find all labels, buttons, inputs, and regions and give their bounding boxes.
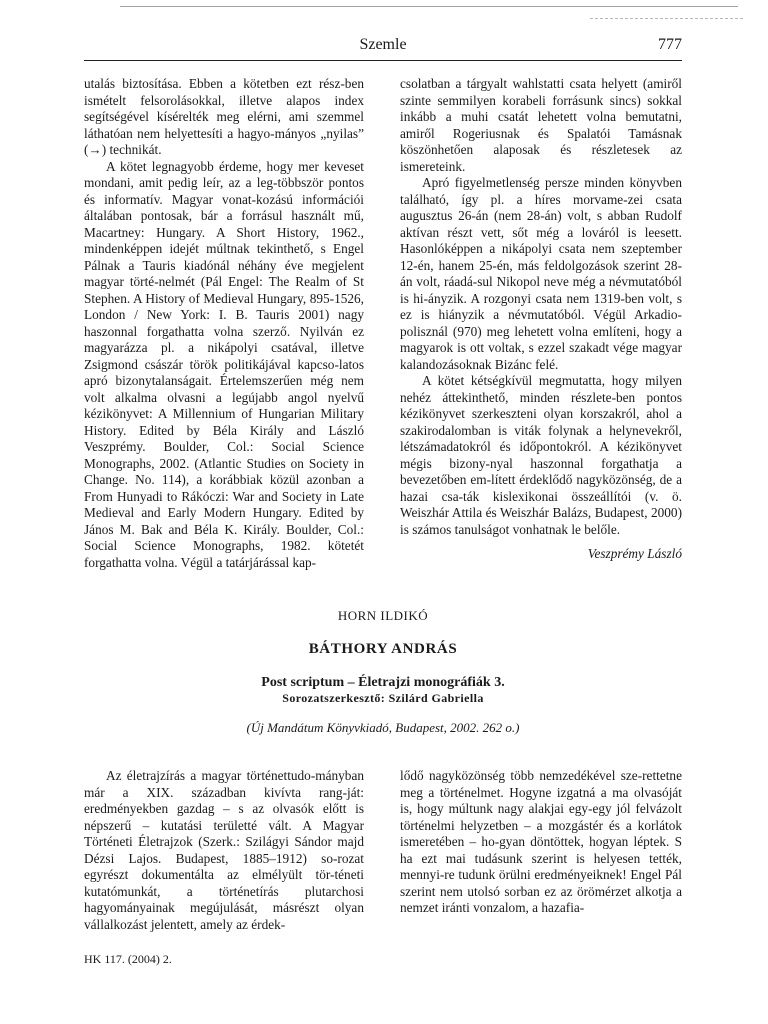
series-editor: Sorozatszerkesztő: Szilárd Gabriella <box>282 691 484 705</box>
reviewer-signature: Veszprémy László <box>587 546 682 561</box>
running-header <box>84 34 682 58</box>
page-number: 777 <box>658 36 682 53</box>
review2-column-right <box>400 768 682 917</box>
paragraph: lődő nagyközönség több nemzedékével sze-rettetne meg a történelmet. Hogyne izgatná a ma olvasóját is, hogy múltunk nagy alakjai egy-egy jól felvázolt történelmi helyzetben – a mozgástér és a korlátok ismeretében – ho-gyan döntöttek, hogyan léptek. S ha ezt mai tudásunk szerint is helyesen tették, mennyi-re tudunk örülni eredményeiknek! Engel Pál szerint nem utolsó sorban ez az örömérzet alkotja a nemzet iránti vonzalom, a hazafia- <box>400 768 682 915</box>
review1-column-left <box>84 76 364 571</box>
book-title: BÁTHORY ANDRÁS <box>308 641 458 657</box>
review1-column-right <box>400 76 682 563</box>
journal-footer: HK 117. (2004) 2. <box>84 952 172 966</box>
paragraph: A kötet legnagyobb érdeme, hogy mer keveset mondani, amit pedig leír, az a leg-többször pontos és informatív. Magyar vonat-kozású információi általában pontosak, bár a forrásul használt mű, Macartney: Hungary. A Short History, 1962., mindenképpen idejét múltnak tekinthető, s Engel Pálnak a Tauris kiadónál néhány éve megjelent magyar törté-nelmét (Pál Engel: The Realm of St Stephen. A History of Medieval Hungary, 895-1526, London / New York: I. B. Tauris 2001) nagy haszonnal forgathatta volna szerző. Nyilván ez magyarázza pl. a nikápolyi csatával, illetve Zsigmond császár török politikájával kapcso-latos apró bizonytalanságait. Értelemszerűen még nem volt alkalma olvasni a legújabb angol nyelvű kézikönyvet: A Millennium of Hungarian Military History. Edited by Béla Király and László Veszprémy. Boulder, Col.: Social Science Monographs, 2002. (Atlantic Studies on Society in Change. No. 114), a korábbiak közül azonban a From Hunyadi to Rákóczi: War and Society in Late Medieval and Early Modern Hungary. Edited by János M. Bak and Béla K. Király. Boulder, Col.: Social Science Monographs, 1982. kötetét forgathatta volna. Végül a tatárjárással kap- <box>84 158 364 570</box>
scan-artifact-dashes <box>590 18 743 19</box>
paragraph: utalás biztosítása. Ebben a kötetben ezt rész-ben ismételt felsorolásokkal, illetve alapos index segítségével kísérelték meg elérni, ami szemmel láthatóan nem helyettesíti a hagyo-mányos „nyilas” (→) technikát. <box>84 76 364 157</box>
header-rule <box>84 60 682 61</box>
publication-info: (Új Mandátum Könyvkiadó, Budapest, 2002. 262 o.) <box>246 720 520 735</box>
paragraph: Az életrajzírás a magyar történettudo-mányban már a XIX. században kivívta rang-ját: eredményekben gazdag – s az olvasók előtt is népszerű – kutatási területté vált. A Magyar Történeti Életrajzok (Szerk.: Szilágyi Sándor majd Dézsi Lajos. Budapest, 1885–1912) so-rozat egyrészt dokumentálta az elmélyült tör-téneti kutatómunkát, a történetírás plutarchosi hagyományainak megújulását, másrészt olyan vállalkozást jelentett, amely az érdek- <box>84 768 364 932</box>
paragraph: csolatban a tárgyalt wahlstatti csata helyett (amiről szinte semmilyen korabeli forrásunk sincs) sokkal inkább a muhi csatát lehetett volna bemutatni, amiről Rogeriusnak és Spalatói Tamásnak köszönhetően alaposak és részletesek az ismereteink. <box>400 76 682 174</box>
scan-artifact-line <box>120 6 738 7</box>
book-subtitle: Post scriptum – Életrajzi monográfiák 3. <box>261 675 505 690</box>
review2-column-left <box>84 768 364 933</box>
book-author: HORN ILDIKÓ <box>337 608 429 623</box>
paragraph: Apró figyelmetlenség persze minden könyvben található, így pl. a híres morvame-zei csata augusztus 26-án (nem 28-án) volt, s abban Rudolf aktívan részt vett, sőt még a lováról is leesett. Hasonlóképpen a nikápolyi csata nem szeptember 12-én, hanem 25-én, más feldolgozások szerint 28-án volt, ráadá-sul Nikopol neve még a névmutatóból is hi-ányzik. A rozgonyi csata nem 1319-ben volt, s ez is hiányzik a névmutatóból. Végül Arkadio-polisznál (970) meg lehetett volna említeni, hogy a magyarok is ott voltak, s ezzel szakadt vége magyar kalandozásoknak Bizánc felé. <box>400 175 682 372</box>
paragraph: A kötet kétségkívül megmutatta, hogy milyen nehéz áttekinthető, minden részlete-ben pontos kézikönyvet szerkeszteni olyan korszakról, ahol a szakirodalomban is viták folynak a helynevekről, létszámadatokról és időpontokról. A kézikönyvet mégis bizony-nyal haszonnal forgathatja a bevezetőben em-lített érdeklődő nagyközönség, de a hazai csa-ták kislexikonai összeállítói (v. ö. Weiszhár Attila és Weiszhár Balázs, Budapest, 2000) is számos tanulságot vonhatnak le belőle. <box>400 373 682 537</box>
section-title: Szemle <box>359 36 407 53</box>
